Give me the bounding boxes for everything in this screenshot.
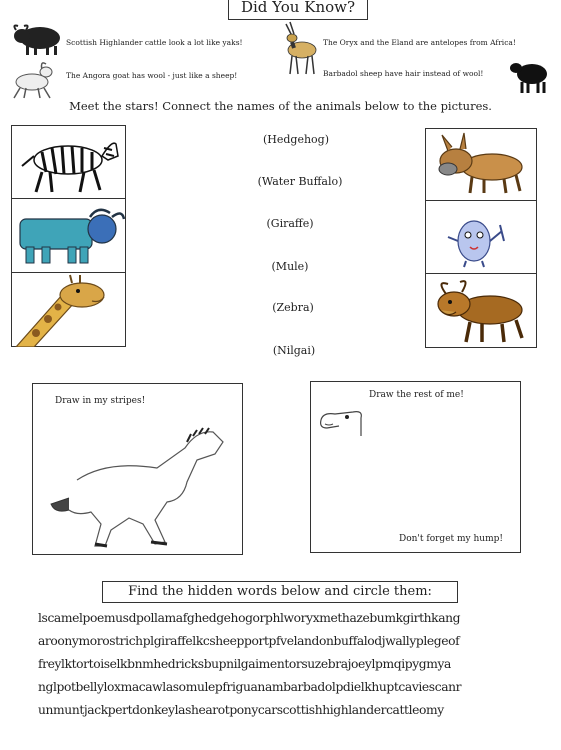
picture-cell-giraffe[interactable] [12, 273, 125, 348]
fact-sheep: Barbadol sheep have hair instead of wool! [323, 69, 484, 78]
water-buffalo-icon [12, 199, 125, 272]
picture-cell-nilgai[interactable] [426, 274, 536, 349]
giraffe-icon [12, 273, 125, 347]
puzzle-line: aroonymorostrichplgiraffelkcsheepportpfvelandonbuffalodjwallyplegeof [38, 634, 460, 648]
draw-stripes-label: Draw in my stripes! [55, 396, 146, 406]
draw-rest-label: Draw the rest of me! [369, 390, 464, 400]
puzzle-line: lscamelpoemusdpollamafghedgehogorphlworyxmethazebumkgirthkang [38, 611, 461, 625]
instruction-text: Meet the stars! Connect the names of the animals below to the pictures. [69, 99, 492, 113]
oryx-icon [276, 20, 320, 76]
zebra-outline-icon [47, 420, 233, 550]
page-title: Did You Know? [228, 0, 368, 20]
name-option-water-buffalo[interactable]: (Water Buffalo) [257, 175, 343, 188]
name-option-hedgehog[interactable]: (Hedgehog) [262, 133, 330, 146]
goat-icon [10, 60, 62, 100]
name-option-giraffe[interactable]: (Giraffe) [266, 217, 314, 230]
fact-goat: The Angora goat has wool - just like a sheep! [66, 71, 238, 80]
picture-cell-zebra[interactable] [12, 126, 125, 199]
draw-stripes-box[interactable] [32, 383, 243, 555]
hedgehog-icon [426, 201, 536, 273]
draw-hump-label: Don't forget my hump! [399, 534, 503, 544]
puzzle-line: nglpotbellyloxmacawlasomulepfriguanambarbadolpdielkhuptcaviescanr [38, 680, 462, 694]
puzzle-title: Find the hidden words below and circle them: [102, 581, 458, 603]
picture-cell-hedgehog[interactable] [426, 201, 536, 274]
draw-rest-box[interactable] [310, 381, 521, 553]
right-picture-column [425, 128, 537, 348]
name-option-zebra[interactable]: (Zebra) [272, 301, 314, 314]
mule-icon [426, 129, 536, 200]
zebra-icon [12, 126, 125, 198]
left-picture-column [11, 125, 126, 347]
fact-yak: Scottish Highlander cattle look a lot like yaks! [66, 38, 243, 47]
nilgai-icon [426, 274, 536, 348]
puzzle-line: freylktortoiselkbnmhedricksbupnilgaimentorsuzebrajoeylpmqipygmya [38, 657, 451, 671]
picture-cell-water-buffalo[interactable] [12, 199, 125, 273]
name-option-nilgai[interactable]: (Nilgai) [272, 344, 316, 357]
picture-cell-mule[interactable] [426, 129, 536, 201]
fact-oryx: The Oryx and the Eland are antelopes from Africa! [323, 38, 516, 47]
camel-head-icon [317, 406, 377, 446]
sheep-icon [510, 56, 554, 94]
puzzle-line: unmuntjackpertdonkeylashearotponycarscottishhighlandercattleomy [38, 703, 444, 717]
yak-icon [12, 22, 64, 56]
name-option-mule[interactable]: (Mule) [271, 260, 309, 273]
